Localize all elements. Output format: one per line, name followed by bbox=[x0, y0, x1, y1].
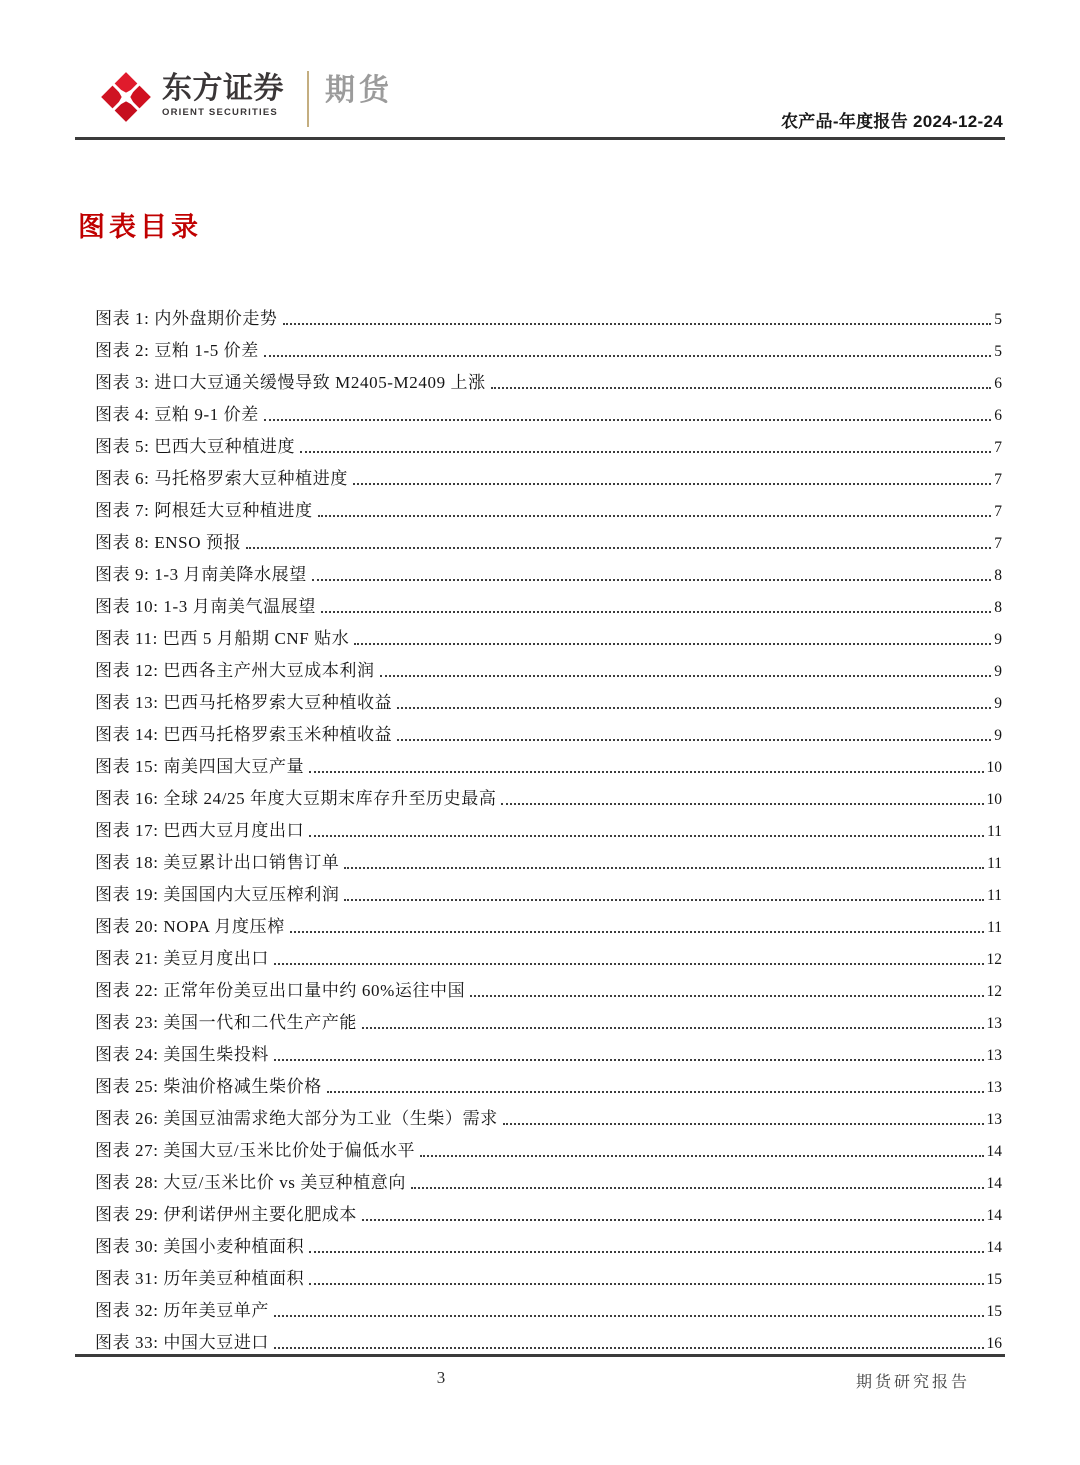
toc-entry-label: 图表 5: 巴西大豆种植进度 bbox=[95, 437, 296, 456]
toc-entry-page: 13 bbox=[986, 1047, 1002, 1064]
brand-name-en: ORIENT SECURITIES bbox=[162, 107, 278, 118]
toc-entry[interactable] bbox=[95, 655, 1002, 687]
toc-entry-page: 7 bbox=[994, 439, 1002, 456]
toc-entry[interactable] bbox=[95, 623, 1002, 655]
toc-entry-label: 图表 14: 巴西马托格罗索玉米种植收益 bbox=[95, 725, 393, 744]
toc-entry-page: 8 bbox=[994, 599, 1002, 616]
toc-entry[interactable] bbox=[95, 367, 1002, 399]
toc-entry-page: 12 bbox=[986, 951, 1002, 968]
header-rule bbox=[75, 137, 1005, 140]
toc-entry-label: 图表 30: 美国小麦种植面积 bbox=[95, 1237, 305, 1256]
toc-entry-page: 15 bbox=[986, 1303, 1002, 1320]
toc-entry[interactable] bbox=[95, 431, 1002, 463]
toc-entry-label: 图表 22: 正常年份美豆出口量中约 60%运往中国 bbox=[95, 981, 466, 1000]
toc-entry-label: 图表 21: 美豆月度出口 bbox=[95, 949, 270, 968]
dot-leader bbox=[397, 739, 991, 741]
toc-entry-page: 10 bbox=[986, 791, 1002, 808]
toc-entry-page: 15 bbox=[986, 1271, 1002, 1288]
toc-entry-page: 11 bbox=[987, 887, 1002, 904]
dot-leader bbox=[300, 451, 991, 453]
dot-leader bbox=[327, 1091, 984, 1093]
dot-leader bbox=[411, 1187, 984, 1189]
toc-entry-label: 图表 9: 1-3 月南美降水展望 bbox=[95, 565, 307, 584]
toc-entry[interactable] bbox=[95, 1263, 1002, 1295]
toc-entry[interactable] bbox=[95, 1071, 1002, 1103]
toc-entry-page: 9 bbox=[994, 727, 1002, 744]
toc-entry-page: 14 bbox=[986, 1207, 1002, 1224]
dot-leader bbox=[362, 1219, 983, 1221]
toc-entry[interactable] bbox=[95, 783, 1002, 815]
toc-entry[interactable] bbox=[95, 751, 1002, 783]
toc-entry[interactable] bbox=[95, 1231, 1002, 1263]
brand-name-cn: 东方证券 bbox=[162, 72, 284, 105]
toc-entry-label: 图表 17: 巴西大豆月度出口 bbox=[95, 821, 305, 840]
toc-entry[interactable] bbox=[95, 1007, 1002, 1039]
toc-entry[interactable] bbox=[95, 1039, 1002, 1071]
toc-entry[interactable] bbox=[95, 1167, 1002, 1199]
toc-entry-page: 8 bbox=[994, 567, 1002, 584]
dot-leader bbox=[274, 963, 983, 965]
dot-leader bbox=[264, 419, 991, 421]
toc-entry-page: 11 bbox=[987, 919, 1002, 936]
toc-entry[interactable] bbox=[95, 847, 1002, 879]
toc-entry-label: 图表 27: 美国大豆/玉米比价处于偏低水平 bbox=[95, 1141, 416, 1160]
toc-entry[interactable] bbox=[95, 719, 1002, 751]
dot-leader bbox=[491, 387, 992, 389]
toc-entry-page: 13 bbox=[986, 1079, 1002, 1096]
toc-entry-page: 13 bbox=[986, 1111, 1002, 1128]
toc-list bbox=[95, 303, 1002, 1359]
dot-leader bbox=[264, 355, 991, 357]
toc-entry-page: 16 bbox=[986, 1335, 1002, 1352]
toc-entry-label: 图表 13: 巴西马托格罗索大豆种植收益 bbox=[95, 693, 393, 712]
toc-entry-page: 5 bbox=[994, 343, 1002, 360]
dot-leader bbox=[503, 1123, 984, 1125]
toc-entry-label: 图表 15: 南美四国大豆产量 bbox=[95, 757, 305, 776]
toc-entry-label: 图表 12: 巴西各主产州大豆成本利润 bbox=[95, 661, 375, 680]
toc-entry[interactable] bbox=[95, 495, 1002, 527]
toc-entry-page: 14 bbox=[986, 1175, 1002, 1192]
toc-entry-page: 9 bbox=[994, 631, 1002, 648]
toc-entry-label: 图表 29: 伊利诺伊州主要化肥成本 bbox=[95, 1205, 358, 1224]
dot-leader bbox=[470, 995, 983, 997]
toc-entry[interactable] bbox=[95, 815, 1002, 847]
orient-securities-logo bbox=[99, 70, 153, 124]
footer-report-series: 期货研究报告 bbox=[855, 1374, 970, 1391]
dot-leader bbox=[309, 835, 984, 837]
toc-entry-page: 11 bbox=[987, 823, 1002, 840]
toc-entry-page: 13 bbox=[986, 1015, 1002, 1032]
dot-leader bbox=[397, 707, 991, 709]
dot-leader bbox=[309, 1251, 983, 1253]
footer-rule bbox=[75, 1354, 1005, 1357]
toc-entry-label: 图表 25: 柴油价格减生柴价格 bbox=[95, 1077, 322, 1096]
toc-entry-page: 10 bbox=[986, 759, 1002, 776]
report-type-date: 农产品-年度报告 2024-12-24 bbox=[780, 112, 1003, 131]
toc-entry[interactable] bbox=[95, 527, 1002, 559]
page-number: 3 bbox=[436, 1368, 446, 1387]
toc-entry-label: 图表 19: 美国国内大豆压榨利润 bbox=[95, 885, 340, 904]
dot-leader bbox=[321, 611, 991, 613]
toc-entry-page: 7 bbox=[994, 471, 1002, 488]
toc-entry-label: 图表 10: 1-3 月南美气温展望 bbox=[95, 597, 316, 616]
division-label: 期货 bbox=[325, 74, 393, 107]
dot-leader bbox=[283, 323, 992, 325]
dot-leader bbox=[318, 515, 992, 517]
toc-entry-label: 图表 26: 美国豆油需求绝大部分为工业（生柴）需求 bbox=[95, 1109, 498, 1128]
toc-entry-label: 图表 4: 豆粕 9-1 价差 bbox=[95, 405, 259, 424]
dot-leader bbox=[344, 899, 984, 901]
toc-entry-page: 12 bbox=[986, 983, 1002, 1000]
toc-entry[interactable] bbox=[95, 911, 1002, 943]
brand-block bbox=[162, 72, 284, 118]
toc-entry-label: 图表 24: 美国生柴投料 bbox=[95, 1045, 270, 1064]
toc-entry-label: 图表 33: 中国大豆进口 bbox=[95, 1333, 270, 1352]
logo-diamond-icon bbox=[99, 70, 153, 124]
dot-leader bbox=[274, 1315, 983, 1317]
toc-entry[interactable] bbox=[95, 591, 1002, 623]
toc-entry[interactable] bbox=[95, 1103, 1002, 1135]
toc-entry-page: 14 bbox=[986, 1239, 1002, 1256]
dot-leader bbox=[309, 771, 983, 773]
toc-title: 图表目录 bbox=[78, 212, 202, 242]
toc-entry-label: 图表 6: 马托格罗索大豆种植进度 bbox=[95, 469, 348, 488]
toc-entry-page: 5 bbox=[994, 311, 1002, 328]
toc-entry-label: 图表 20: NOPA 月度压榨 bbox=[95, 917, 285, 936]
dot-leader bbox=[274, 1347, 983, 1349]
toc-entry[interactable] bbox=[95, 1295, 1002, 1327]
dot-leader bbox=[354, 643, 991, 645]
dot-leader bbox=[420, 1155, 983, 1157]
toc-entry-label: 图表 7: 阿根廷大豆种植进度 bbox=[95, 501, 313, 520]
dot-leader bbox=[344, 867, 984, 869]
toc-entry-label: 图表 32: 历年美豆单产 bbox=[95, 1301, 270, 1320]
toc-entry-label: 图表 1: 内外盘期价走势 bbox=[95, 309, 278, 328]
toc-entry-page: 11 bbox=[987, 855, 1002, 872]
toc-entry-label: 图表 8: ENSO 预报 bbox=[95, 533, 242, 552]
toc-entry-page: 9 bbox=[994, 663, 1002, 680]
toc-entry-page: 7 bbox=[994, 535, 1002, 552]
dot-leader bbox=[312, 579, 991, 581]
toc-entry[interactable] bbox=[95, 399, 1002, 431]
toc-entry[interactable] bbox=[95, 303, 1002, 335]
toc-entry-label: 图表 3: 进口大豆通关缓慢导致 M2405-M2409 上涨 bbox=[95, 373, 486, 392]
toc-entry-label: 图表 31: 历年美豆种植面积 bbox=[95, 1269, 305, 1288]
toc-entry[interactable] bbox=[95, 1135, 1002, 1167]
toc-entry[interactable] bbox=[95, 559, 1002, 591]
header-divider bbox=[307, 71, 309, 127]
toc-entry-label: 图表 18: 美豆累计出口销售订单 bbox=[95, 853, 340, 872]
dot-leader bbox=[353, 483, 991, 485]
toc-entry[interactable] bbox=[95, 687, 1002, 719]
dot-leader bbox=[290, 931, 984, 933]
toc-entry-label: 图表 11: 巴西 5 月船期 CNF 贴水 bbox=[95, 629, 350, 648]
toc-entry-label: 图表 2: 豆粕 1-5 价差 bbox=[95, 341, 259, 360]
toc-entry-page: 6 bbox=[994, 407, 1002, 424]
dot-leader bbox=[274, 1059, 983, 1061]
toc-entry-page: 7 bbox=[994, 503, 1002, 520]
toc-entry-page: 14 bbox=[986, 1143, 1002, 1160]
toc-entry-page: 9 bbox=[994, 695, 1002, 712]
dot-leader bbox=[501, 803, 983, 805]
toc-entry[interactable] bbox=[95, 463, 1002, 495]
toc-entry-label: 图表 16: 全球 24/25 年度大豆期末库存升至历史最高 bbox=[95, 789, 497, 808]
toc-entry-page: 6 bbox=[994, 375, 1002, 392]
toc-entry[interactable] bbox=[95, 975, 1002, 1007]
toc-entry[interactable] bbox=[95, 943, 1002, 975]
dot-leader bbox=[309, 1283, 983, 1285]
toc-entry[interactable] bbox=[95, 1199, 1002, 1231]
toc-entry[interactable] bbox=[95, 335, 1002, 367]
dot-leader bbox=[246, 547, 991, 549]
dot-leader bbox=[380, 675, 992, 677]
toc-entry[interactable] bbox=[95, 879, 1002, 911]
dot-leader bbox=[362, 1027, 983, 1029]
toc-entry-label: 图表 28: 大豆/玉米比价 vs 美豆种植意向 bbox=[95, 1173, 406, 1192]
toc-entry-label: 图表 23: 美国一代和二代生产产能 bbox=[95, 1013, 358, 1032]
